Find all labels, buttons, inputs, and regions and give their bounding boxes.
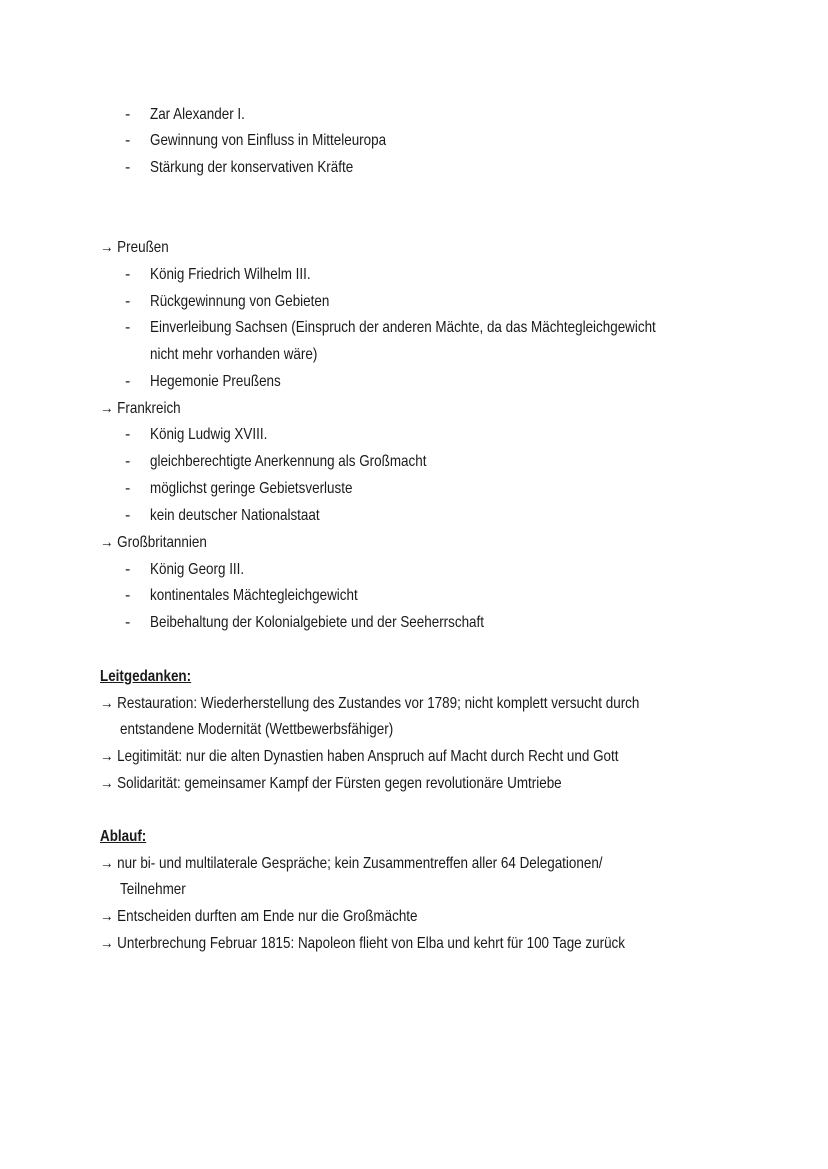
paragraph-line: → Solidarität: gemeinsamer Kampf der Fürsten gegen revolutionäre Umtriebe xyxy=(100,775,562,792)
section-title-preussen: → Preußen xyxy=(100,239,169,256)
list-item: König Ludwig XVIII. xyxy=(150,426,268,443)
list-item: König Friedrich Wilhelm III. xyxy=(150,266,311,283)
bullet-dash: - xyxy=(125,561,131,578)
bullet-dash: - xyxy=(125,319,131,336)
paragraph-line: → nur bi- und multilaterale Gespräche; kein Zusammentreffen aller 64 Delegationen/ xyxy=(100,855,603,872)
list-item: kontinentales Mächtegleichgewicht xyxy=(150,587,358,604)
paragraph-line: → Entscheiden durften am Ende nur die Großmächte xyxy=(100,908,418,925)
bullet-dash: - xyxy=(125,453,131,470)
bullet-dash: - xyxy=(125,614,131,631)
section-title-grossbritannien: → Großbritannien xyxy=(100,534,207,551)
bullet-dash: - xyxy=(125,293,131,310)
list-item: Hegemonie Preußens xyxy=(150,373,281,390)
list-item: Einverleibung Sachsen (Einspruch der anderen Mächte, da das Mächtegleichgewicht xyxy=(150,319,656,336)
bullet-dash: - xyxy=(125,426,131,443)
bullet-dash: - xyxy=(125,132,131,149)
list-item-continuation: nicht mehr vorhanden wäre) xyxy=(150,346,318,363)
bullet-dash: - xyxy=(125,266,131,283)
paragraph-line: → Unterbrechung Februar 1815: Napoleon flieht von Elba und kehrt für 100 Tage zurück xyxy=(100,935,625,952)
bullet-dash: - xyxy=(125,587,131,604)
paragraph-line: → Restauration: Wiederherstellung des Zustandes vor 1789; nicht komplett versucht durch xyxy=(100,695,640,712)
bullet-dash: - xyxy=(125,507,131,524)
paragraph-line: Teilnehmer xyxy=(120,881,186,898)
bullet-dash: - xyxy=(125,373,131,390)
list-item: Zar Alexander I. xyxy=(150,106,245,123)
list-item: Gewinnung von Einfluss in Mitteleuropa xyxy=(150,132,387,149)
paragraph-line: → Legitimität: nur die alten Dynastien haben Anspruch auf Macht durch Recht und Gott xyxy=(100,748,619,765)
list-item: gleichberechtigte Anerkennung als Großmacht xyxy=(150,453,427,470)
section-title-frankreich: → Frankreich xyxy=(100,400,181,417)
list-item: Stärkung der konservativen Kräfte xyxy=(150,159,354,176)
paragraph-line: entstandene Modernität (Wettbewerbsfähiger) xyxy=(120,721,394,738)
heading-ablauf: Ablauf: xyxy=(100,828,147,845)
bullet-dash: - xyxy=(125,159,131,176)
list-item: möglichst geringe Gebietsverluste xyxy=(150,480,353,497)
list-item: Beibehaltung der Kolonialgebiete und der Seeherrschaft xyxy=(150,614,485,631)
bullet-dash: - xyxy=(125,480,131,497)
bullet-dash: - xyxy=(125,106,131,123)
list-item: Rückgewinnung von Gebieten xyxy=(150,293,330,310)
list-item: König Georg III. xyxy=(150,561,245,578)
heading-leitgedanken: Leitgedanken: xyxy=(100,668,192,685)
list-item: kein deutscher Nationalstaat xyxy=(150,507,320,524)
